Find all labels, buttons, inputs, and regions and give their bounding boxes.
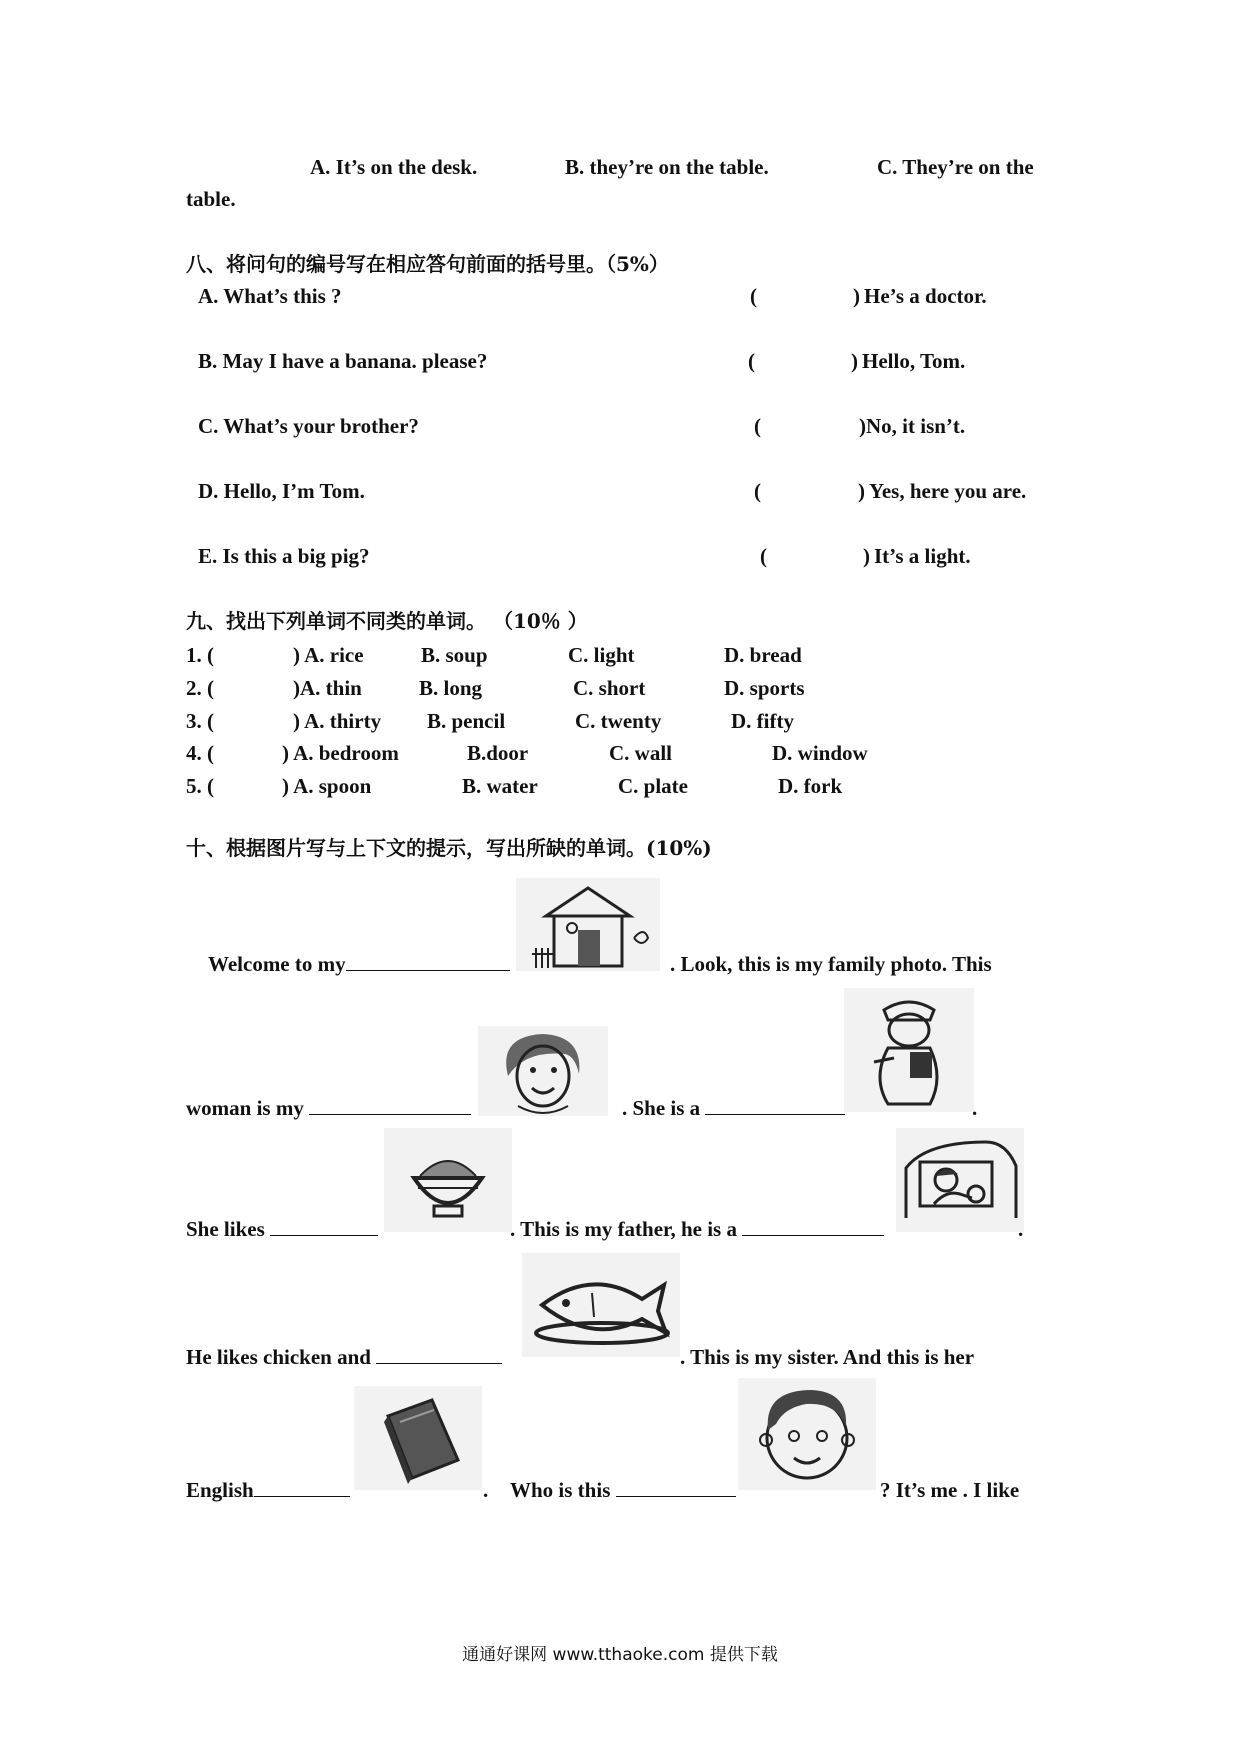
choice-a: ) A. bedroom [282,741,399,765]
fill-blank[interactable] [742,1234,884,1236]
line2-period: . [972,1096,978,1120]
driver-picture [896,1128,1024,1232]
choice-d: D. window [772,741,868,765]
choice-d: D. bread [724,643,802,667]
choice-a: ) A. spoon [282,774,372,798]
answer-bracket-open: ( [748,349,755,373]
choice-c: C. wall [609,741,672,765]
line2-text-a: woman is my [186,1098,471,1119]
line4-text-b: . This is my sister. And this is her [680,1345,975,1369]
woman-picture [478,1026,608,1116]
choice-d: D. fifty [731,709,794,733]
section8-question: A. What’s this ? [198,284,342,308]
line4-text-a: He likes chicken and [186,1347,502,1368]
section8-answer: Yes, here you are. [869,479,1027,503]
line1-text-b: . Look, this is my family photo. This [670,952,992,976]
answer-bracket-open: ( [750,284,757,308]
section8-question: C. What’s your brother? [198,414,419,438]
woman-face-icon [478,1026,608,1116]
section8-question: D. Hello, I’m Tom. [198,479,365,503]
nurse-icon [844,988,974,1112]
answer-bracket-close: ) [858,479,865,503]
section8-question: B. May I have a banana. please? [198,349,488,373]
footer-source: 通通好课网 www.tthaoke.com 提供下载 [462,1645,778,1665]
line5-text-a: English [186,1480,350,1501]
nurse-picture [844,988,974,1112]
choice-a: ) A. thirty [293,709,382,733]
answer-bracket-close: ) [859,414,866,438]
boy-face-picture [738,1378,876,1490]
choice-b: B. soup [421,643,488,667]
section8-title: 八、将问句的编号写在相应答句前面的括号里。（5%） [186,252,669,276]
fill-blank[interactable] [705,1113,845,1115]
fill-blank[interactable] [309,1113,471,1115]
answer-bracket-close: ) [863,544,870,568]
house-picture [516,878,660,971]
section8-answer: Hello, Tom. [862,349,966,373]
choice-a: )A. thin [293,676,362,700]
choice-b: B. pencil [427,709,506,733]
row-number: 5. ( [186,774,214,798]
fish-picture [522,1253,680,1357]
section8-question: E. Is this a big pig? [198,544,370,568]
line3-period: . [1018,1217,1024,1241]
line1-text-a: Welcome to my [208,954,510,975]
line5-text-c: Who is this [510,1480,736,1501]
line3-text-b: . This is my father, he is a [510,1219,884,1240]
choice-d: D. fork [778,774,843,798]
house-icon [516,878,660,971]
section9-title: 九、找出下列单词不同类的单词。 （10％ ） [186,609,588,633]
choice-b: B.door [467,741,529,765]
rice-bowl-picture [384,1128,512,1232]
choice-c: C. short [573,676,646,700]
rice-bowl-icon [384,1128,512,1232]
option-a: A. It’s on the desk. [310,155,478,179]
row-number: 3. ( [186,709,214,733]
row-number: 1. ( [186,643,214,667]
answer-bracket-close: ) [853,284,860,308]
answer-bracket-open: ( [760,544,767,568]
line5-text-d: ? It’s me . I like [880,1478,1020,1502]
book-icon [354,1386,482,1490]
fill-blank[interactable] [270,1234,378,1236]
fill-blank[interactable] [616,1495,736,1497]
choice-b: B. water [462,774,538,798]
choice-b: B. long [419,676,483,700]
answer-bracket-close: ) [851,349,858,373]
fish-icon [522,1253,680,1357]
answer-bracket-open: ( [754,414,761,438]
line2-text-b: . She is a [622,1098,845,1119]
option-c-continued: table. [186,187,236,211]
section10-title: 十、根据图片写与上下文的提示，写出所缺的单词。(10%) [186,836,712,860]
answer-bracket-open: ( [754,479,761,503]
row-number: 4. ( [186,741,214,765]
line3-text-a: She likes [186,1219,378,1240]
row-number: 2. ( [186,676,214,700]
car-driver-icon [896,1128,1024,1232]
boy-face-icon [738,1378,876,1490]
line5-period: . [483,1478,489,1502]
choice-c: C. twenty [575,709,662,733]
section8-answer: It’s a light. [874,544,971,568]
choice-d: D. sports [724,676,805,700]
section8-answer: No, it isn’t. [866,414,966,438]
choice-a: ) A. rice [293,643,364,667]
book-picture [354,1386,482,1490]
option-b: B. they’re on the table. [565,155,769,179]
fill-blank[interactable] [376,1362,502,1364]
choice-c: C. light [568,643,635,667]
choice-c: C. plate [618,774,688,798]
section8-answer: He’s a doctor. [864,284,987,308]
fill-blank[interactable] [254,1495,350,1497]
option-c: C. They’re on the [877,155,1034,179]
fill-blank[interactable] [346,969,510,971]
